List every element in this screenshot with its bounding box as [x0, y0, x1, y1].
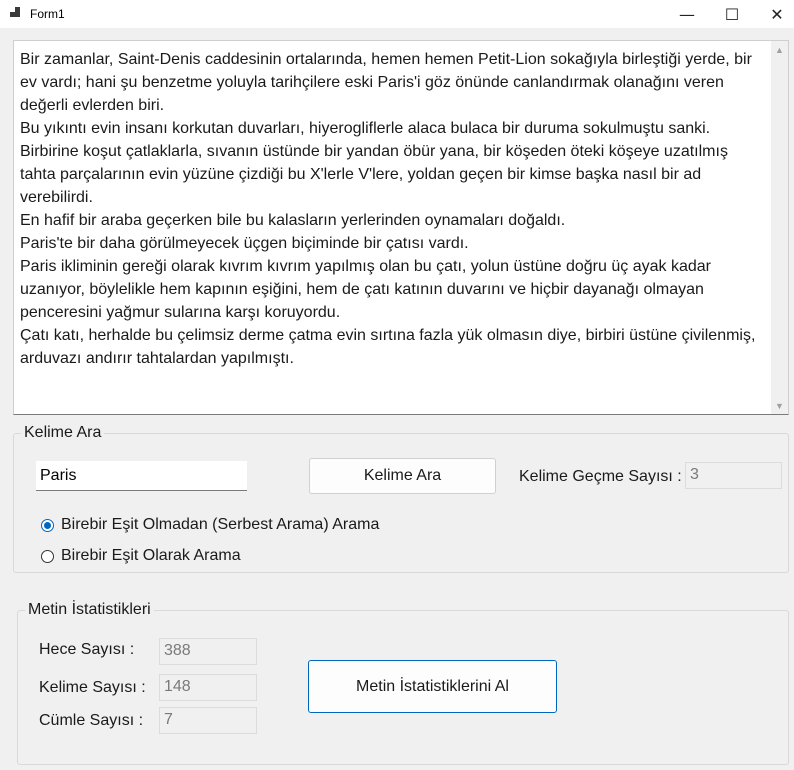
text-line: Birbirine koşut çatlaklarla, sıvanın üstünde bir yandan öbür yana, bir köşeden öteki köşeye uzatılmış tahta parçalarının evin yüzüne çizdiği bu X'lerle V'lere, yoldan geçen bir kimse başka nasıl bir ad verebilirdi. [20, 143, 728, 206]
scroll-down-icon[interactable]: ▼ [775, 400, 784, 411]
minimize-button[interactable]: — [679, 4, 695, 24]
maximize-button[interactable]: ☐ [724, 4, 740, 24]
stats-button[interactable]: Metin İstatistiklerini Al [308, 660, 557, 713]
text-line: Bu yıkıntı evin insanı korkutan duvarları, hiyerogliflerle alaca bulaca bir duruma sokulmuştu sanki. [20, 120, 711, 137]
vertical-scrollbar[interactable] [771, 41, 788, 414]
radio-free-search-label[interactable]: Birebir Eşit Olmadan (Serbest Arama) Arama [61, 516, 380, 533]
text-line: Bir zamanlar, Saint-Denis caddesinin ortalarında, hemen hemen Petit-Lion sokağıyla birleştiği yerde, bir ev vardı; hani şu benzetme yoluyla tarihçilere eski Paris'i göz önünde canlandırmak olanağını veren değerli evlerden biri. [20, 51, 752, 114]
sentence-value: 7 [159, 707, 257, 734]
text-area[interactable] [13, 40, 789, 415]
syllable-label: Hece Sayısı : [39, 641, 135, 658]
stats-group-title: Metin İstatistikleri [25, 601, 154, 619]
search-input[interactable] [36, 461, 247, 491]
count-label: Kelime Geçme Sayısı : [519, 468, 682, 485]
count-value: 3 [685, 462, 782, 489]
word-label: Kelime Sayısı : [39, 679, 146, 696]
app-window-icon [10, 7, 24, 21]
text-line: En hafif bir araba geçerken bile bu kalasların yerlerinden oynamaları doğaldı. [20, 212, 566, 229]
search-group [13, 424, 789, 573]
sentence-label: Cümle Sayısı : [39, 712, 144, 729]
text-line: Paris'te bir daha görülmeyecek üçgen biçiminde bir çatısı vardı. [20, 235, 469, 252]
close-button[interactable]: ✕ [770, 4, 784, 24]
word-value: 148 [159, 674, 257, 701]
search-group-title: Kelime Ara [21, 424, 104, 442]
scroll-up-icon[interactable]: ▲ [775, 44, 784, 55]
title-bar [0, 0, 794, 28]
text-line: Paris ikliminin gereği olarak kıvrım kıvrım yapılmış olan bu çatı, yolun üstüne doğru üç ayak kadar uzanıyor, böylelikle hem kapının eşiğini, hem de çatı katının duvarını ve hiçbir dayanağı olmayan penceresini yağmur sularına karşı koruyordu. [20, 258, 711, 321]
search-button[interactable]: Kelime Ara [309, 458, 496, 494]
stats-group [17, 601, 789, 765]
text-line: Çatı katı, herhalde bu çelimsiz derme çatma evin sırtına fazla yük olmasın diye, birbiri üstüne çivilenmiş, arduvazı andırır tahtalardan yapılmıştı. [20, 327, 756, 367]
radio-exact-search-label[interactable]: Birebir Eşit Olarak Arama [61, 547, 241, 564]
syllable-value: 388 [159, 638, 257, 665]
radio-free-search[interactable] [41, 519, 54, 532]
radio-exact-search[interactable] [41, 550, 54, 563]
window-title: Form1 [30, 7, 65, 21]
text-content [20, 48, 765, 370]
